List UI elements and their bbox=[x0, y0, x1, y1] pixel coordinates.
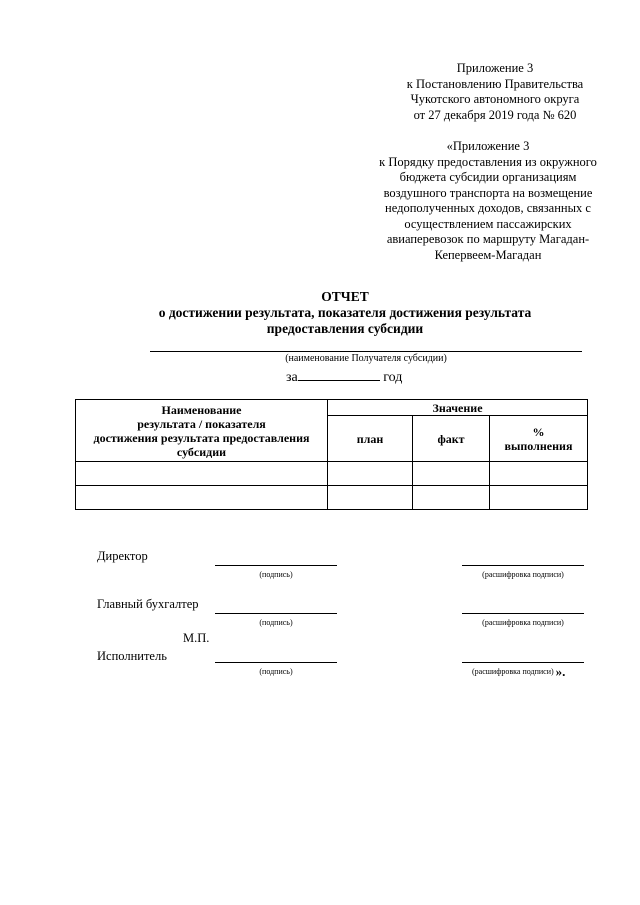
appendix-procedure-line: воздушного транспорта на возмещение bbox=[383, 185, 593, 200]
appendix-procedure-line: бюджета субсидии организациям bbox=[399, 170, 577, 184]
appendix-main-line: Чукотского автономного округа bbox=[410, 92, 580, 106]
chief-accountant-decoding-caption: (расшифровка подписи) bbox=[482, 618, 564, 627]
appendix-procedure bbox=[368, 139, 608, 263]
recipient-name-line bbox=[150, 351, 582, 352]
appendix-procedure-line: авиаперевозок по маршруту Магадан- bbox=[386, 232, 590, 246]
executor-decoding-caption-text: (расшифровка подписи) bbox=[472, 667, 554, 676]
director-label: Директор bbox=[97, 549, 148, 563]
table-cell[interactable] bbox=[490, 462, 588, 486]
appendix-procedure-line: недополученных доходов, связанных с bbox=[385, 201, 591, 215]
table-cell[interactable] bbox=[76, 486, 328, 510]
table-cell[interactable] bbox=[413, 462, 490, 486]
executor-decoding-caption bbox=[472, 664, 612, 680]
appendix-main-line: от 27 декабря 2019 года № 620 bbox=[413, 107, 577, 122]
name-header-line: субсидии bbox=[176, 444, 227, 459]
percent-column-header: % выполнения bbox=[490, 416, 588, 462]
table-row bbox=[76, 462, 588, 486]
period-year-field[interactable] bbox=[298, 367, 380, 381]
report-table bbox=[75, 399, 588, 510]
report-subtitle bbox=[120, 305, 570, 337]
appendix-procedure-line: Кепервеем-Магадан bbox=[434, 247, 542, 262]
report-subtitle-line: предоставления субсидии bbox=[266, 321, 424, 336]
fact-column-header: факт bbox=[413, 416, 490, 462]
appendix-main-line: Приложение 3 bbox=[456, 61, 534, 75]
table-cell[interactable] bbox=[490, 486, 588, 510]
chief-accountant-signature-caption: (подпись) bbox=[259, 618, 293, 627]
name-header-line: достижения результата предоставления bbox=[93, 430, 310, 445]
executor-signature-line[interactable] bbox=[215, 662, 337, 663]
chief-accountant-decoding-line[interactable] bbox=[462, 613, 584, 614]
appendix-main-line: к Постановлению Правительства bbox=[406, 76, 584, 91]
closing-quote-mark: ». bbox=[555, 664, 566, 680]
table-cell[interactable] bbox=[76, 462, 328, 486]
appendix-main bbox=[380, 61, 610, 123]
plan-column-header: план bbox=[328, 416, 413, 462]
director-decoding-caption: (расшифровка подписи) bbox=[482, 570, 564, 579]
period-prefix: за bbox=[286, 370, 298, 385]
appendix-procedure-line: «Приложение 3 bbox=[446, 139, 530, 153]
report-title: ОТЧЕТ bbox=[321, 289, 369, 304]
executor-signature-caption: (подпись) bbox=[259, 667, 293, 676]
appendix-procedure-line: к Порядку предоставления из окружного bbox=[379, 154, 597, 169]
report-period bbox=[286, 367, 402, 386]
table-row bbox=[76, 486, 588, 510]
table-cell[interactable] bbox=[328, 462, 413, 486]
name-header-line: Наименование bbox=[161, 402, 242, 417]
director-signature-line[interactable] bbox=[215, 565, 337, 566]
director-signature-caption: (подпись) bbox=[259, 570, 293, 579]
appendix-procedure-line: осуществлением пассажирских bbox=[404, 216, 572, 231]
stamp-label: М.П. bbox=[183, 631, 210, 645]
value-column-header: Значение bbox=[328, 400, 588, 416]
name-column-header bbox=[76, 400, 328, 462]
chief-accountant-signature-line[interactable] bbox=[215, 613, 337, 614]
table-cell[interactable] bbox=[328, 486, 413, 510]
period-suffix: год bbox=[383, 370, 403, 385]
report-subtitle-line: о достижении результата, показателя достижения результата bbox=[158, 305, 532, 320]
table-cell[interactable] bbox=[413, 486, 490, 510]
name-header-line: результата / показателя bbox=[137, 416, 266, 431]
chief-accountant-label: Главный бухгалтер bbox=[97, 597, 199, 611]
recipient-caption: (наименование Получателя субсидии) bbox=[285, 353, 447, 364]
executor-label: Исполнитель bbox=[97, 649, 167, 663]
executor-decoding-line[interactable] bbox=[462, 662, 584, 663]
director-decoding-line[interactable] bbox=[462, 565, 584, 566]
